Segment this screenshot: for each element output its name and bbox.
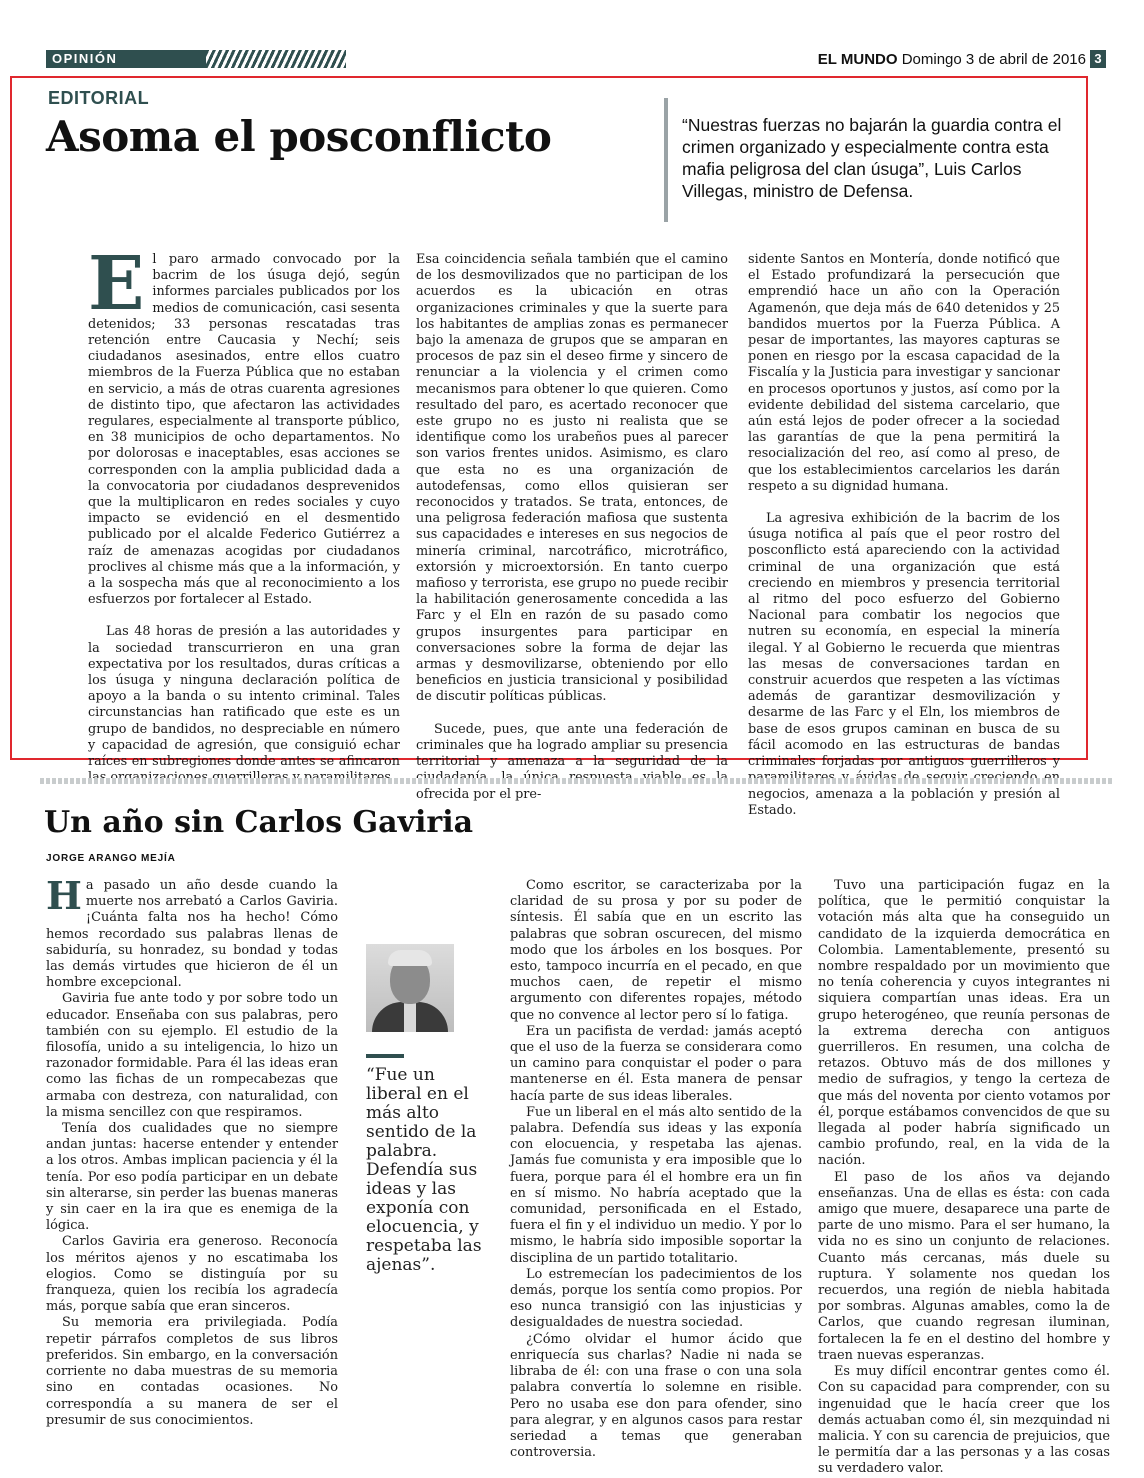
- editorial-paragraph: Sucede, pues, que ante una federación de criminales que ha logrado ampliar su presencia territorial y amenaza a la seguridad de la ofrecida por el pre-: [416, 721, 728, 802]
- article-paragraph: Era un pacifista de verdad: jamás aceptó que el uso de la fuerza se considerara como un camino para conquistar el poder o para mantenerse en él. Esta manera de pensar hacía parte de sus ideas liberales.: [510, 1023, 802, 1104]
- article-byline: JORGE ARANGO MEJÍA: [46, 853, 176, 864]
- editorial-paragraph: Las 48 horas de presión a las autoridades y la sociedad transcurrieron en una gran expectativa por los resultados, duras críticas a los úsuga y ninguna declaración política de apoyo a la banda o su intento criminal. Tales circunstancias han ratificado que este es un grupo de bandidos, no despreciable en número y capacidad de agresión, que consiguió echar raíces en subregiones donde antes se afincaron: [88, 624, 400, 770]
- article-paragraph: Fue un liberal en el más alto sentido de la palabra. Defendía sus ideas y las exponía con elocuencia, y respetaba las ajenas. Jamás fue comunista y era imposible que lo fuera, porque para él el hombre era un fin en sí mismo. No habría aceptado que la comunidad, personificada en el Estado, fuera el fin y el individuo un medio. Y por lo mismo, le habría sido imposible soportar la disciplina de un partido totalitario.: [510, 1104, 802, 1266]
- article-column-2: [510, 878, 802, 1461]
- page-header: [40, 46, 1112, 70]
- article-paragraph: Su memoria era privilegiada. Podía repetir párrafos completos de sus libros preferidos. Sin embargo, en la conversación corriente no daba muestras de su memoria sino en contadas ocasiones. No correspondía a su manera de ser el presumir de sus conocimientos.: [46, 1315, 338, 1428]
- editorial-paragraph: La agresiva exhibición de la bacrim de los úsuga notifica al país que el peor rostro del posconflicto está apareciendo con la actividad criminal de una organización que está creciendo en miembros y presencia territorial al ritmo del poco esfuerzo del Gobierno Nacional para combatir los negocios que nutren su economía, en especial la minería ilegal. Y al Gobierno le recuerda que mientras las mesas de conversaciones tardan en construir acuerdos que respeten a las víctimas además de garantizar desmovilización y desarme de las Farc y el Eln, los miembros de base de esos grupos caminan en busca de su fácil acomodo en las estructuras de bandas criminales forjadas por antiguos guerrilleros y negocios, amenaza a la población y presión al Estado.: [748, 511, 1060, 818]
- editorial-pull-quote: “Nuestras fuerzas no bajarán la guardia contra el crimen organizado y especialmente contra esta mafia peligrosa del clan úsuga”, Luis Carlos Villegas, ministro de Defensa.: [682, 115, 1062, 201]
- editorial-column-3: [748, 252, 1060, 835]
- article-side-quote: “Fue un liberal en el más alto sentido de la palabra. Defendía sus ideas y las exponía con elocuencia, y respetaba las ajenas”.: [366, 1065, 482, 1275]
- article-paragraph: Gaviria fue ante todo y por sobre todo un educador. Enseñaba con sus palabras, pero también con su ejemplo. El estudio de la filosofía, unido a su inteligencia, lo hizo un razonador formidable. Para él las ideas eran como las fichas de un rompecabezas que armaba con destreza, con naturalidad, con la misma sencillez con que respiramos.: [46, 991, 338, 1120]
- article-paragraph: Tuvo una participación fugaz en la política, que le permitió conquistar la votación más alta que ha conseguido un candidato de la izquierda democrática en Colombia. Lamentablemente, presentó su nombre respaldado por un movimiento que no tenía coherencia y cuyos integrantes ni siquiera compartían unas ideas. Era un grupo heterogéneo, que reunía personas de la extrema derecha con antiguos guerrilleros. En resumen, una colcha de retazos. Obtuvo más de dos millones y medio de sufragios, y tengo la certeza de que más del noventa por ciento votamos por él, porque estábamos convencidos de que su llegada al poder habría significado un cambio profundo, real, en la vida de la nación.: [818, 878, 1110, 1169]
- article-title: Un año sin Carlos Gaviria: [44, 805, 474, 840]
- article-paragraph: El paso de los años va dejando enseñanzas. Una de ellas es ésta: con cada amigo que muere, desaparece una parte de parte de uno mismo. Para el ser humano, la vida no es sino un conjunto de relaciones. Cuanto más cercanas, más duele su ruptura. Y solamente nos quedan los recuerdos, una región de niebla habitada por sombras. Algunas amables, como la de Carlos, que cuando regresan iluminan, fortalecen la fe en el destino del hombre y traen nuevas esperanzas.: [818, 1169, 1110, 1363]
- article-paragraph: Lo estremecían los padecimientos de los demás, porque los sentía como propios. Por eso nunca transigió con las injusticias y desigualdades de nuestra sociedad.: [510, 1266, 802, 1331]
- article-paragraph: Es muy difícil encontrar gentes como él. Con su capacidad para comprender, con su ingenuidad que le hacía creer que los demás actuaban como él, sin mezquindad ni malicia. Y con su carencia de prejuicios, que le permitía dar a las personas y a las cosas su verdadero valor.: [818, 1364, 1110, 1477]
- paper-name: EL MUNDO: [817, 51, 898, 68]
- editorial-box: [10, 76, 1088, 818]
- article-paragraph: Tenía dos cualidades que no siempre andan juntas: hacerse entender y entender a los otros. Ambas implican paciencia y él la tenía. Por eso podía participar en un debate sin alterarse, sin perder las buenas maneras y sin caer en la ira que es enemiga de la lógica.: [46, 1121, 338, 1234]
- quote-rule: [366, 1054, 404, 1058]
- editorial-column-2: [416, 252, 728, 819]
- author-photo: [366, 944, 454, 1032]
- issue-date: Domingo 3 de abril de 2016: [901, 51, 1086, 68]
- article-paragraph: ¿Cómo olvidar el humor ácido que enriquecía sus charlas? Nadie ni nada se libraba de él: con una frase o con una sola palabra convertía lo solemne en risible. Pero no usaba ese don para ofender, sino para alegrar, y en algunos casos para restar seriedad a temas que generaban controversia.: [510, 1331, 802, 1461]
- editorial-paragraph: El paro armado convocado por la bacrim de los úsuga dejó, según informes parciales publicados por los medios de comunicación, casi sesenta detenidos; 33 personas rescatadas tras retención entre Caucasia y Nechí; seis ciudadanos asesinados, entre ellos cuatro miembros de la Fuerza Pública que no estaban en servicio, a más de otras cuarenta agresiones de distinto tipo, que afectaron las actividades regulares, especialmente al transporte público, en 38 municipios de ocho departamentos. No por dolorosas e inaceptables, esas acciones se corresponden con la amplia publicidad dada a la convocatoria por ciudadanos desprevenidos que la multiplicaron en redes sociales y cuyo impacto se evidenció en el desmentido publicado por el alcalde Federico Gutiérrez a raíz de amenazas acogidas por ciudadanos proclives al chisme más que a la información, y a la sospecha más que al reconocimiento a los esfuerzos por fortalecer al Estado.: [88, 241, 400, 608]
- article-paragraph: Como escritor, se caracterizaba por la claridad de su prosa y por su poder de síntesis. Él sabía que en un escrito las palabras que sobran oscurecen, del mismo modo que los árboles en los bosques. Por esto, tampoco incurría en el pecado, en que muchos caen, de repetir el mismo argumento con diferentes ropajes, método que no convence al lector pero sí lo fatiga.: [510, 878, 802, 1023]
- article-paragraph: Ha pasado un año desde cuando la muerte nos arrebató a Carlos Gaviria. ¡Cuánta falta nos ha hecho! Cómo hemos recordado sus palabras llenas de sabiduría, su honradez, su bondad y todas las demás virtudes que hicieron de él un hombre excepcional.: [46, 873, 338, 991]
- section-divider: [40, 778, 1112, 784]
- editorial-kicker: EDITORIAL: [48, 88, 150, 108]
- drop-cap: H: [46, 873, 82, 918]
- section-label: OPINIÓN: [52, 51, 118, 66]
- drop-cap: E: [88, 241, 145, 327]
- pull-quote-bar: [664, 98, 668, 222]
- page-number: 3: [1090, 50, 1106, 68]
- editorial-column-1: [88, 241, 400, 803]
- article-column-3: [818, 878, 1110, 1478]
- editorial-paragraph: Esa coincidencia señala también que el camino de los desmovilizados que no participan de los acuerdos es la ubicación en otras organizaciones criminales y que la suerte para los habitantes de amplias zonas es permanecer bajo la amenaza de grupos que se amparan en procesos de paz sin el deseo firme y sincero de renunciar a la violencia y el crimen como mecanismos para obtener lo que quieren. Como resultado del paro, es acertado reconocer que este grupo no es justo ni realista que se identifique como los urabeños pues al parecer son varios frentes unidos. Asimismo, es claro que esta no es una organización de autodefensas, como ellos quisieran ser reconocidos y tratados. Se trata, entonces, de una peligrosa federación mafiosa que sustenta sus capacidades e intereses en sus negocios de minería criminal, narcotráfico, microtráfico, extorsión y microextorsión. En tanto cuerpo mafioso y terrorista, ese grupo no puede recibir la habilitación generosamente concedida a las Farc y el Eln en razón de su pasado como grupos insurgentes para participar en conversaciones sobre la forma de dejar las armas y desmovilizarse, obteniendo por ello beneficios en justicia transicional y posibilidad de discutir políticas públicas.: [416, 252, 728, 705]
- section-hatch-decoration: [206, 50, 346, 68]
- editorial-paragraph: sidente Santos en Montería, donde notificó que el Estado profundizará la persecución que emprendió hace un año con la Operación Agamenón, que deja más de 640 detenidos y 25 bandidos muertos por la Fuerza Pública. A pesar de importantes, las mayores capturas se ponen en riesgo por la escasa capacidad de la Fiscalía y la Justicia para investigar y sancionar en procesos oportunos y justos, así como por la evidente debilidad del sistema carcelario, que aún está lejos de poder ofrecer a la sociedad las garantías de que la pena permitirá la resocialización del reo, así como al preso, de que los establecimientos carcelarios les darán respeto a su dignidad humana.: [748, 252, 1060, 494]
- masthead: [818, 51, 1086, 68]
- article-paragraph: Carlos Gaviria era generoso. Reconocía los méritos ajenos y no escatimaba los elogios. Como se distinguía por su franqueza, quien los recibía los agradecía más, porque sabía que eran sinceros.: [46, 1234, 338, 1315]
- article-column-1: [46, 873, 338, 1429]
- editorial-headline: Asoma el posconflicto: [46, 112, 552, 161]
- section-tag: [46, 50, 346, 68]
